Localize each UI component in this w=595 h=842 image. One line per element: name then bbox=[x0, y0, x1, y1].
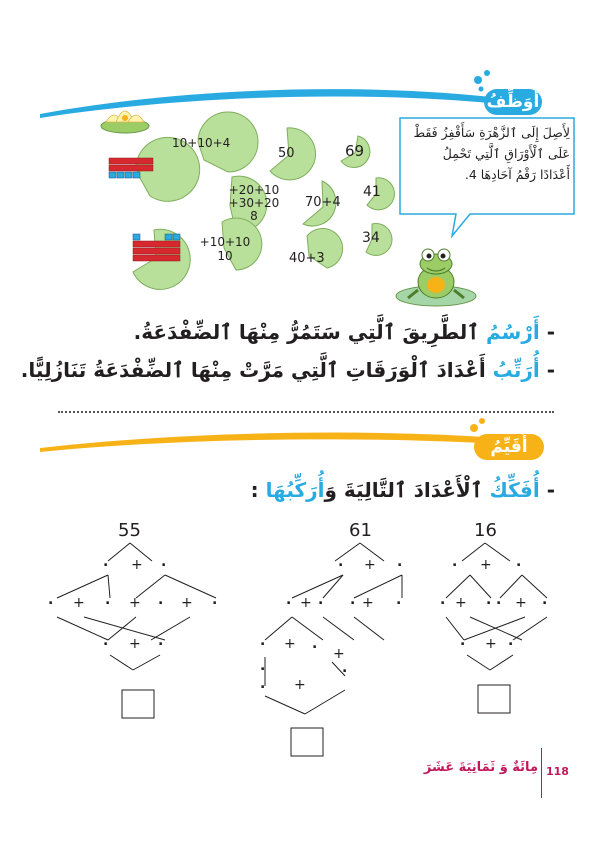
assess-banner-swoosh bbox=[40, 433, 500, 452]
leaf-label: 69 bbox=[345, 142, 365, 160]
apply-banner-swoosh bbox=[40, 89, 500, 118]
instruction-line: - أَرْسُمُ ٱلطَّرِيقَ ٱلَّتِي سَتَمُرُّ مِنْهَا ٱلضِّفْدَعَةُ. bbox=[133, 320, 555, 344]
leaf-label: 10+10+4 bbox=[172, 136, 231, 150]
plus-sign: + bbox=[131, 557, 143, 573]
apply-header-label: أُوَظِّفُ bbox=[486, 92, 540, 112]
blank-dot[interactable]: . bbox=[260, 633, 266, 649]
instruction-verb: أُرَكِّبُهَا bbox=[265, 478, 325, 502]
blank-dot[interactable]: . bbox=[158, 592, 164, 608]
tree-number: 55 bbox=[118, 520, 141, 541]
blank-dot[interactable]: . bbox=[260, 658, 266, 674]
bubble-dot bbox=[470, 424, 478, 432]
plus-sign: + bbox=[364, 557, 376, 573]
instruction-text: ٱلْأَعْدَادَ ٱلتَّالِيَةَ وَ bbox=[324, 478, 490, 502]
plus-sign: + bbox=[300, 595, 312, 611]
blank-dot[interactable]: . bbox=[508, 633, 514, 649]
instruction-line: - أُفَكِّكُ ٱلْأَعْدَادَ ٱلتَّالِيَةَ وَأُرَكِّبُهَا : bbox=[250, 478, 555, 502]
plus-sign: + bbox=[129, 636, 141, 652]
blank-dot[interactable]: . bbox=[48, 592, 54, 608]
assess-header-label: أُقَيِّمُ bbox=[490, 437, 528, 457]
blank-dot[interactable]: . bbox=[103, 554, 109, 570]
plus-sign: + bbox=[181, 595, 193, 611]
blank-dot[interactable]: . bbox=[105, 592, 111, 608]
instruction-text: ٱلطَّرِيقَ ٱلَّتِي سَتَمُرُّ مِنْهَا ٱلضِّفْدَعَةُ. bbox=[133, 320, 486, 344]
blank-dot[interactable]: . bbox=[542, 592, 548, 608]
blank-dot[interactable]: . bbox=[496, 592, 502, 608]
frog-icon bbox=[396, 249, 476, 306]
leaf-label: 41 bbox=[363, 184, 381, 200]
leaf-label: +10+10 10 bbox=[199, 235, 251, 263]
blank-dot[interactable]: . bbox=[338, 554, 344, 570]
plus-sign: + bbox=[333, 646, 345, 662]
plus-sign: + bbox=[294, 677, 306, 693]
blank-dot[interactable]: . bbox=[318, 592, 324, 608]
page-number: 118 bbox=[546, 765, 569, 778]
answer-box[interactable] bbox=[478, 685, 510, 713]
blank-dot[interactable]: . bbox=[286, 592, 292, 608]
plus-sign: + bbox=[480, 557, 492, 573]
blank-dot[interactable]: . bbox=[516, 554, 522, 570]
instruction-text: أَعْدَادَ ٱلْوَرَقَاتِ ٱلَّتِي مَرَّتْ مِنْهَا ٱلضِّفْدَعَةُ تَنَازُلِيًّا. bbox=[20, 358, 493, 382]
blank-dot[interactable]: . bbox=[440, 592, 446, 608]
bubble-dot bbox=[474, 76, 482, 84]
blank-dot[interactable]: . bbox=[103, 633, 109, 649]
leaf-label: +20+10 +30+20 8 bbox=[228, 183, 280, 223]
bubble-dot bbox=[479, 87, 484, 92]
plus-sign: + bbox=[455, 595, 467, 611]
plus-sign: + bbox=[73, 595, 85, 611]
blank-dot[interactable]: . bbox=[486, 592, 492, 608]
blank-dot[interactable]: . bbox=[396, 592, 402, 608]
leaf-label: 40+3 bbox=[289, 251, 325, 266]
instruction-verb: أُفَكِّكُ bbox=[489, 478, 540, 502]
instruction-text: : bbox=[250, 478, 266, 502]
plus-sign: + bbox=[129, 595, 141, 611]
blank-dot[interactable]: . bbox=[342, 660, 348, 676]
blank-dot[interactable]: . bbox=[452, 554, 458, 570]
speech-bubble-text: لِأَصِلَ إِلَى ٱلزَّهْرَةِ سَأَقْفِزُ فَقَطْ عَلَى ٱلْأَوْرَاقِ ٱلَّتِي تَحْمِلُ أَعْدَادًا رَقْمُ آحَادِهَا 4. bbox=[413, 125, 570, 182]
answer-box[interactable] bbox=[122, 690, 154, 718]
answer-box[interactable] bbox=[291, 728, 323, 756]
blank-dot[interactable]: . bbox=[158, 633, 164, 649]
blank-dot[interactable]: . bbox=[312, 636, 318, 652]
leaf-label: 70+4 bbox=[305, 195, 341, 210]
instruction-verb: أُرَتِّبُ bbox=[492, 358, 540, 382]
blank-dot[interactable]: . bbox=[460, 633, 466, 649]
footer-divider bbox=[541, 748, 542, 798]
plus-sign: + bbox=[284, 636, 296, 652]
blank-dot[interactable]: . bbox=[212, 592, 218, 608]
blank-dot[interactable]: . bbox=[260, 676, 266, 692]
bubble-dot bbox=[484, 70, 490, 76]
blank-dot[interactable]: . bbox=[350, 592, 356, 608]
plus-sign: + bbox=[362, 595, 374, 611]
blank-dot[interactable]: . bbox=[397, 554, 403, 570]
plus-sign: + bbox=[515, 595, 527, 611]
bubble-dot bbox=[479, 418, 485, 424]
instruction-verb: أَرْسُمُ bbox=[486, 320, 540, 344]
plus-sign: + bbox=[485, 636, 497, 652]
page-number-words: مِائَةٌ وَ ثَمَانِيَةَ عَشَرَ bbox=[423, 760, 538, 775]
leaf-label: 34 bbox=[362, 230, 380, 246]
leaf-label: 50 bbox=[278, 146, 295, 161]
blank-dot[interactable]: . bbox=[161, 554, 167, 570]
tree-61-lines bbox=[265, 543, 402, 714]
tree-number: 61 bbox=[349, 520, 372, 541]
lotus-flower-icon bbox=[101, 111, 149, 133]
tree-number: 16 bbox=[474, 520, 497, 541]
instruction-line: - أُرَتِّبُ أَعْدَادَ ٱلْوَرَقَاتِ ٱلَّتِي مَرَّتْ مِنْهَا ٱلضِّفْدَعَةُ تَنَازُلِيًّا. bbox=[20, 358, 555, 382]
section-divider bbox=[58, 411, 554, 413]
